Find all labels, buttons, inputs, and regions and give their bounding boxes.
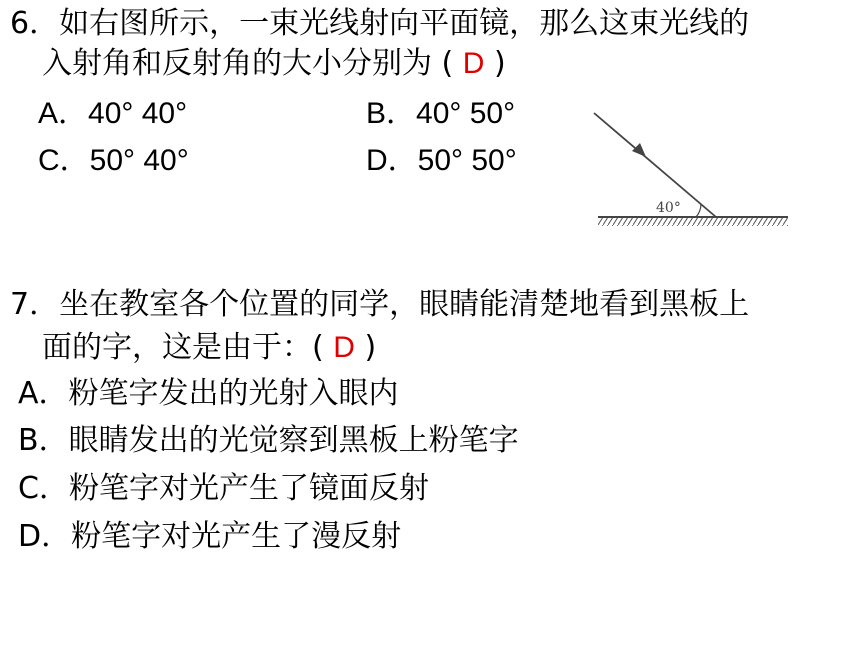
q6-option-a: A．40° 40° [38,97,188,130]
mirror-figure [588,105,798,235]
q7-option-b: B．眼睛发出的光觉察到黑板上粉笔字 [18,423,519,458]
mirror-hatching [598,218,788,226]
q6-option-b: B．40° 50° [366,97,516,130]
q7-stem-line1: 7．坐在教室各个位置的同学，眼睛能清楚地看到黑板上 [10,287,750,322]
q7-option-d: D．粉笔字对光产生了漫反射 [18,519,402,554]
incident-ray [594,113,716,217]
q7-stem-close: ) [354,330,377,365]
q6-stem-text: 入射角和反射角的大小分别为 ( [42,46,463,81]
q7-stem-text: 面的字，这是由于：( [42,330,334,365]
q6-stem-line1: 6．如右图所示，一束光线射向平面镜，那么这束光线的 [10,6,750,41]
q7-option-a: A．粉笔字发出的光射入眼内 [18,376,399,411]
q7-option-c: C．粉笔字对光产生了镜面反射 [18,471,429,506]
angle-arc [696,204,701,217]
q6-answer: D [462,47,485,80]
q6-option-d: D．50° 50° [366,144,517,177]
ray-arrow [632,143,646,157]
q7-answer: D [333,331,355,364]
q6-stem-close: ) [484,46,506,81]
angle-label: 40° [656,200,681,216]
q6-option-c: C．50° 40° [38,144,189,177]
q6-stem-line2 [42,46,506,82]
q7-stem-line2 [42,330,376,366]
